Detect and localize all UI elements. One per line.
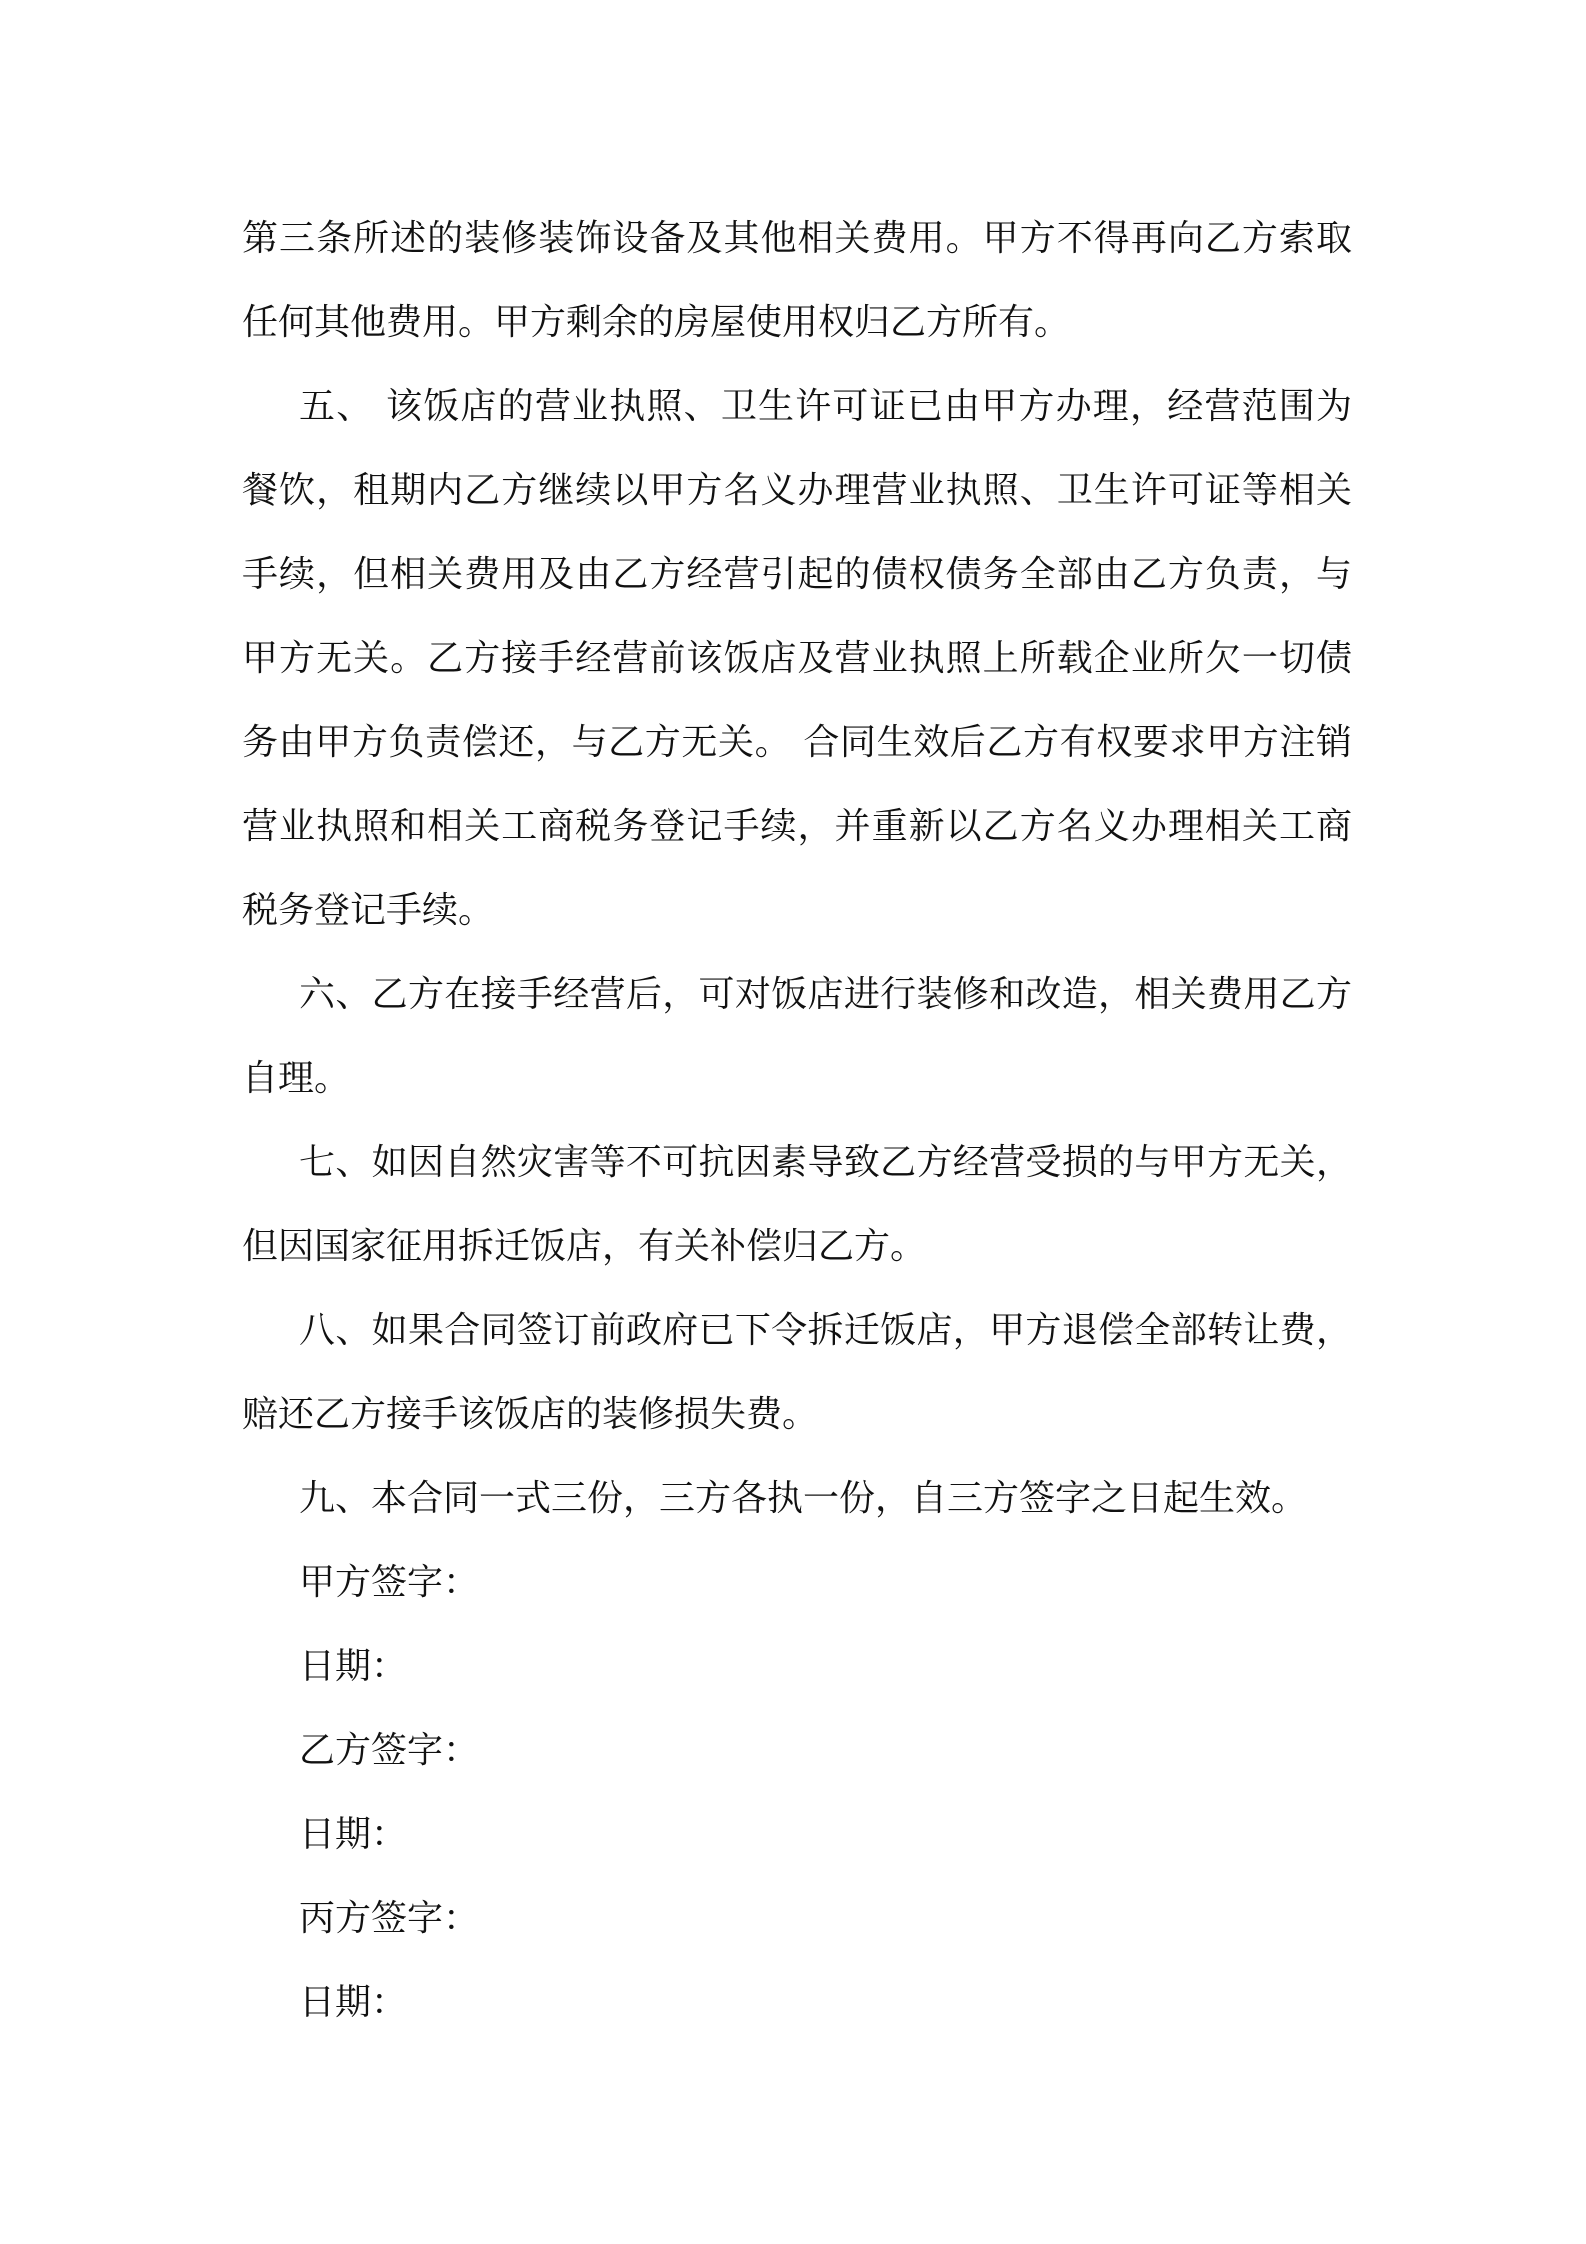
clause-five: 五、 该饭店的营业执照、卫生许可证已由甲方办理，经营范围为餐饮，租期内乙方继续以甲方名义办理营业执照、卫生许可证等相关手续，但相关费用及由乙方经营引起的债权债务全部由乙方负责，与甲方无关。乙方接手经营前该饭店及营业执照上所载企业所欠一切债务由甲方负责偿还，与乙方无关。 合同生效后乙方有权要求甲方注销营业执照和相关工商税务登记手续，并重新以乙方名义办理相关工商税务登记手续。	[242, 386, 1352, 931]
signature-block	[242, 1541, 1352, 2045]
contract-body	[242, 197, 1352, 2045]
party-a-signature-label: 甲方签字：	[299, 1562, 480, 1603]
paragraph-continuation: 第三条所述的装修装饰设备及其他相关费用。甲方不得再向乙方索取任何其他费用。甲方剩余的房屋使用权归乙方所有。	[242, 218, 1352, 343]
party-c-signature-label: 丙方签字：	[299, 1898, 480, 1939]
clause-seven: 七、如因自然灾害等不可抗因素导致乙方经营受损的与甲方无关，但因国家征用拆迁饭店，有关补偿归乙方。	[242, 1142, 1352, 1267]
clause-six: 六、乙方在接手经营后，可对饭店进行装修和改造，相关费用乙方自理。	[242, 974, 1352, 1099]
clause-nine: 九、本合同一式三份，三方各执一份，自三方签字之日起生效。	[299, 1478, 1308, 1519]
clause-eight: 八、如果合同签订前政府已下令拆迁饭店，甲方退偿全部转让费，赔还乙方接手该饭店的装修损失费。	[242, 1310, 1352, 1435]
party-a-date-label: 日期：	[299, 1646, 408, 1687]
party-b-signature-label: 乙方签字：	[299, 1730, 480, 1771]
party-c-date-label: 日期：	[299, 1982, 408, 2023]
party-b-date-label: 日期：	[299, 1814, 408, 1855]
